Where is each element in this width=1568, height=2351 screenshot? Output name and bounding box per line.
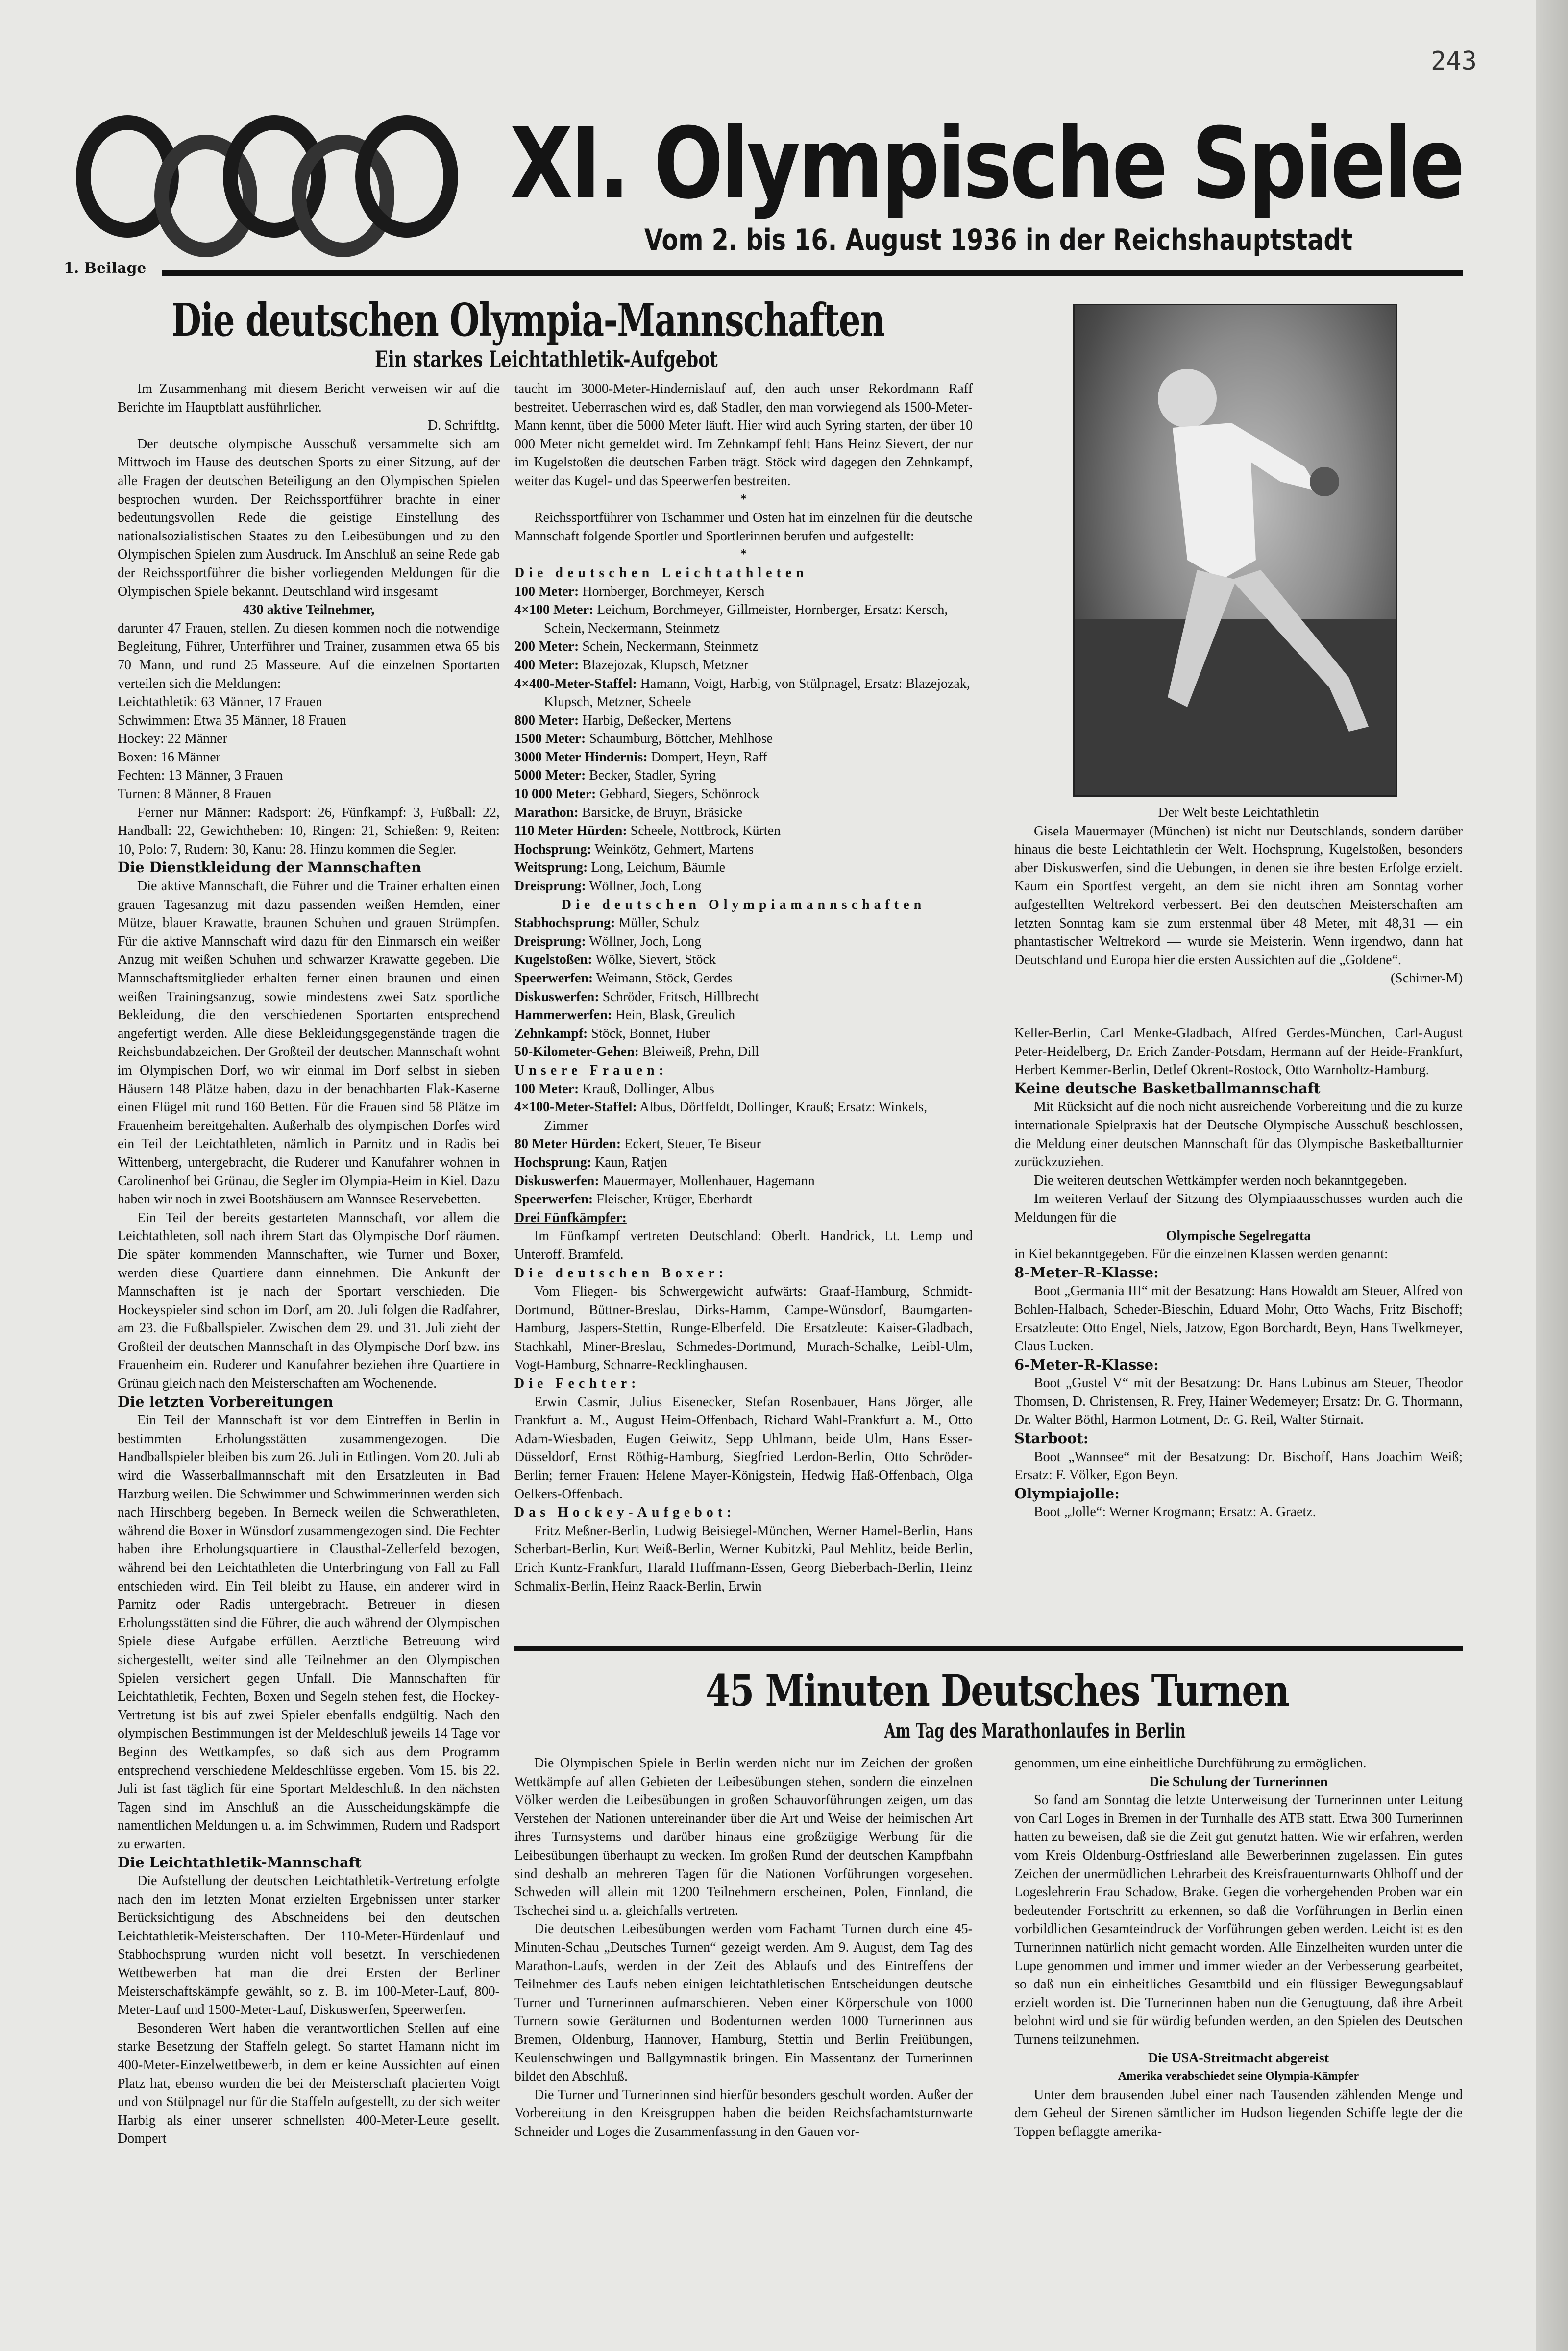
roster-line [514, 1043, 973, 1061]
article2-right-column [1014, 1754, 1463, 2254]
roster-event: Zehnkampf: [514, 1026, 588, 1041]
paragraph: taucht im 3000-Meter-Hindernislauf auf, den auch unser Rekordmann Raff bestreitet. Ueberraschen wird es, daß Stadler, den man vorwiegend als 1500-Meter-Mann kennt, über die 5000 Meter läuft. Hier wird auch Syring starten, der über 10 000 Meter nicht gemeldet wird. Im Zehnkampf fehlt Hans Heinz Sievert, der nur im Kugelstoßen die deutschen Farben trägt. Stöck wird dagegen den Zehnkampf, weiter das Kugel- und das Speerwerfen bestreiten. [514, 381, 973, 489]
roster-names: Schaumburg, Böttcher, Mehlhose [589, 731, 773, 747]
roster-line [514, 951, 973, 969]
paragraph: Die deutschen Leibesübungen werden vom Fachamt Turnen durch eine 45-Minuten-Schau „Deutsches Turnen“ gezeigt werden. Am 9. August, dem Tag des Marathon-Laufs, werden in der Zeit des Ablaufs und des Eintreffens der Teilnehmer des Laufs neben einigen leichtathletischen Entscheidungen deutsche Turner und Turnerinnen aufmarschieren. Neben einer Körperschule von 1000 Turnern sowie Geräturnen und Bodenturnen werden 1000 Turnerinnen aus Bremen, Oldenburg, Hannover, Hamburg, Stettin und Berlin Freiübungen, Keulenschwingen und Ballgymnastik bringen. Ein Massentanz der Turnerinnen bildet den Abschluß. [514, 1921, 973, 2084]
paragraph: Gisela Mauermayer (München) ist nicht nur Deutschlands, sondern darüber hinaus die beste Leichtathletin der Welt. Hochsprung, Kugelstoßen, besonders aber Diskuswerfen, sind die Uebungen, in denen sie ihre besten Erfolge erzielt. Kaum ein Sportfest vergeht, an dem sie nicht ihren am Sonntag vorher aufgestellten Weltrekord verbessert. Bei den deutschen Meisterschaften am letzten Sonntag kam sie zum erstenmal über 48 Meter, mit 48,31 — ein phantastischer Weltrekord — wurde sie Meisterin. Wenn irgendwo, dann hat Deutschland und Europa hier die ersten Aussichten auf die „Goldene“. [1014, 823, 1463, 968]
roster-names: Stöck, Bonnet, Huber [591, 1026, 710, 1041]
underlined-heading: Drei Fünfkämpfer: [514, 1210, 627, 1225]
roster-event: Hochsprung: [514, 1154, 592, 1170]
paragraph: Im weiteren Verlauf der Sitzung des Olympiaausschusses wurden auch die Meldungen für die [1014, 1191, 1463, 1225]
centered-heading: Olympische Segelregatta [1166, 1228, 1311, 1244]
section-heading: 8-Meter-R-Klasse: [1014, 1264, 1159, 1281]
roster-names: Scheele, Nottbrock, Kürten [630, 823, 781, 839]
paragraph: darunter 47 Frauen, stellen. Zu diesen kommen noch die notwendige Begleitung, Führer, Unterführer und Trainer, zusammen etwa 65 bis 70 Mann, und rund 25 Masseure. Auf die einzelnen Sportarten verteilen sich die Meldungen: [118, 620, 500, 691]
roster-line [514, 1080, 973, 1099]
roster-names: Schein, Neckermann, Steinmetz [582, 639, 759, 655]
roster-names: Wöllner, Joch, Long [589, 933, 702, 949]
paragraph: Vom Fliegen- bis Schwergewicht aufwärts: Graaf-Hamburg, Schmidt-Dortmund, Büttner-Breslau, Dirks-Hamm, Campe-Wünsdorf, Baumgarten-Hamburg, Jaspers-Stettin, Runge-Elberfeld. Die Ersatzleute: Kaiser-Gladbach, Stachkahl, Miner-Breslau, Schmedes-Dortmund, Murach-Schalke, Leibl-Ulm, Vogt-Hamburg, Schnarre-Recklinghausen. [514, 1284, 973, 1373]
roster-event: Speerwerfen: [514, 971, 593, 986]
roster-names: Hein, Blask, Greulich [615, 1007, 735, 1023]
roster-event: Dreisprung: [514, 879, 586, 894]
roster-line [514, 804, 973, 822]
roster-names: Wöllner, Joch, Long [589, 879, 702, 894]
article1-left-column [118, 380, 500, 2252]
paragraph: Fritz Meßner-Berlin, Ludwig Beisiegel-München, Werner Hamel-Berlin, Hans Scherbart-Berlin, Kurt Weiß-Berlin, Werner Kubitzki, Paul Mehlitz, beide Berlin, Erich Kuntz-Frankfurt, Harald Huffmann-Essen, Georg Bieberbach-Berlin, Heinz Schmalix-Berlin, Heinz Raack-Berlin, Erwin [514, 1523, 973, 1594]
roster-line [514, 914, 973, 932]
paragraph: Hockey: 22 Männer [118, 731, 227, 747]
photo-caption-title: Der Welt beste Leichtathletin [1158, 805, 1319, 820]
roster-names: Krauß, Dollinger, Albus [582, 1081, 714, 1097]
paragraph: Ein Teil der Mannschaft ist vor dem Eintreffen in Berlin in bestimmten Erholungsstätten zusammengezogen. Die Handballspieler bleiben bis zum 26. Juli in Ettlingen. Vom 20. Juli ab wird die Wasserballmannschaft mit den Ersatzleuten in Bad Harzburg weilen. Die Schwimmer und Schwimmerinnen werden sich nach Hirschberg begeben. In Berneck weilen die Schwerathleten, während die Boxer in Wünsdorf zusammengezogen sind. Die Fechter haben ihre Erholungsquartiere in Clausthal-Zellerfeld bezogen, während bei den Leichtathleten die Unterbringung von Fall zu Fall entschieden wird. Ein Teil bleibt zu Hause, ein anderer wird in Parnitz oder Radis untergebracht. Betreuer in diesen Erholungsstätten sind die Führer, die auch während der Olympischen Spiele diese Aufgabe erfüllen. Aerztliche Betreuung wird sichergestellt, weiter sind alle Teilnehmer an den Olympischen Spielen versichert gegen Unfall. Die Mannschaften für Leichtathletik, Fechten, Boxen und Segeln stehen fest, die Hockey-Vertretung ist bis auf zwei Spieler ebenfalls endgültig. Nach den olympischen Bestimmungen ist der Meldeschluß jeweils 14 Tage vor Beginn des Wettkampfes, so daß sich aus dem Programm entsprechend verschiedene Meldeschlüsse ergeben. Vom 15. bis 22. Juli ist fast täglich für eine Sportart Meldeschluß. In den nächsten Tagen sind im Anschluß an die Ausscheidungskämpfe die namentlichen Meldungen u. a. im Schwimmen, Rudern und Radsport zu erwarten. [118, 1413, 500, 1852]
roster-names: Dompert, Heyn, Raff [651, 749, 768, 765]
roster-event: Weitsprung: [514, 860, 588, 876]
article1-subheadline: Ein starkes Leichtathletik-Aufgebot [375, 346, 718, 372]
page-number: 243 [1431, 47, 1477, 76]
section-heading: Keine deutsche Basketballmannschaft [1014, 1079, 1321, 1097]
roster-event: 5000 Meter: [514, 768, 586, 784]
roster-event: 1500 Meter: [514, 731, 586, 747]
paragraph: Unter dem brausenden Jubel einer nach Tausenden zählenden Menge und dem Geheul der Sirenen sämtlicher im Hudson liegenden Schiffe legte der die Toppen beflaggte amerika- [1014, 2087, 1463, 2139]
photo-athlete-discus [1073, 304, 1397, 797]
paragraph: Reichssportführer von Tschammer und Osten hat im einzelnen für die deutsche Mannschaft folgende Sportler und Sportlerinnen berufen und aufgestellt: [514, 510, 973, 544]
paragraph: Besonderen Wert haben die verantwortlichen Stellen auf eine starke Besetzung der Staffeln gelegt. So startet Hamann nicht im 400-Meter-Einzelwettbewerb, in dem er keine Aussichten auf einen Platz hat, ebenso wurden die bei der Meisterschaft placierten Voigt und von Stülpnagel nur für die Staffeln aufgestellt, zu der sich weiter Harbig als einer unserer schnellsten 400-Meter-Leute gesellt. Dompert [118, 2020, 500, 2147]
spaced-heading: Die deutschen Boxer: [514, 1265, 728, 1281]
centered-heading: Die USA-Streitmacht abgereist [1148, 2050, 1329, 2066]
section-heading: Die letzten Vorbereitungen [118, 1393, 334, 1410]
roster-event: Hammerwerfen: [514, 1007, 612, 1023]
roster-line [514, 730, 973, 748]
roster-event: 4×100-Meter-Staffel: [514, 1100, 637, 1115]
paragraph: Leichtathletik: 63 Männer, 17 Frauen [118, 694, 322, 710]
spaced-heading: Unsere Frauen: [514, 1062, 668, 1078]
roster-event: 400 Meter: [514, 657, 579, 673]
athlete-silhouette [1075, 305, 1396, 795]
roster-names: Harbig, Deßecker, Mertens [582, 712, 731, 728]
roster-event: Dreisprung: [514, 933, 586, 949]
subheading: Amerika verabschiedet seine Olympia-Kämpfer [1118, 2070, 1359, 2083]
paragraph: Die Olympischen Spiele in Berlin werden nicht nur im Zeichen der großen Wettkämpfe auf allen Gebieten der Leibesübungen stehen, sondern die einzelnen Völker werden die Leibesübungen in großen Schauvorführungen zeigen, um das Verstehen der Nationen untereinander über die Art und Weise der heimischen Art ihres Turnsystems und darüber hinaus eine großzügige Werbung für die Leibesübungen überhaupt zu wecken. Im großen Rund der deutschen Kampfbahn sind deshalb an mehreren Tagen für die Nationen Vorführungen vorgesehen. Schweden will allein mit 1200 Teilnehmern erscheinen, Polen, Finnland, die Tschechei sind u. a. gleichfalls vertreten. [514, 1756, 973, 1918]
roster-names: Gebhard, Siegers, Schönrock [599, 786, 760, 802]
roster-names: Leichum, Borchmeyer, Gillmeister, Hornberger, Ersatz: Kersch, Schein, Neckermann, Steinmetz [544, 602, 948, 636]
roster-line [514, 583, 973, 601]
roster-names: Albus, Dörffeldt, Dollinger, Krauß; Ersatz: Winkels, Zimmer [544, 1100, 928, 1133]
spaced-heading: Die Fechter: [514, 1376, 640, 1392]
roster-event: 4×400-Meter-Staffel: [514, 676, 637, 691]
roster-names: Blazejozak, Klupsch, Metzner [582, 657, 749, 673]
roster-event: 200 Meter: [514, 639, 579, 655]
roster-names: Kaun, Ratjen [595, 1154, 667, 1170]
paragraph: Boot „Wannsee“ mit der Besatzung: Dr. Bischoff, Hans Joachim Weiß; Ersatz: F. Völker, Egon Beyn. [1014, 1449, 1463, 1483]
roster-line [514, 988, 973, 1006]
paragraph: Turnen: 8 Männer, 8 Frauen [118, 786, 272, 802]
separator-asterisk: * [740, 491, 747, 507]
paragraph: Ferner nur Männer: Radsport: 26, Fünfkampf: 3, Fußball: 22, Handball: 22, Gewichtheben: 10, Ringen: 21, Schießen: 9, Reiten: 10, Polo: 7, Rudern: 30, Kanu: 28. Hinzu kommen die Segler. [118, 805, 500, 857]
roster-names: Barsicke, de Bruyn, Bräsicke [582, 805, 743, 820]
roster-line [514, 1153, 973, 1172]
roster-line [514, 766, 973, 785]
roster-line [514, 969, 973, 988]
roster-event: 800 Meter: [514, 712, 579, 728]
article-divider [514, 1646, 1463, 1651]
roster-event: 3000 Meter Hindernis: [514, 749, 648, 765]
paragraph: Boxen: 16 Männer [118, 749, 220, 765]
roster-line [514, 1025, 973, 1043]
roster-names: Müller, Schulz [618, 915, 700, 931]
roster-line [514, 601, 973, 637]
section-heading: Die Leichtathletik-Mannschaft [118, 1854, 362, 1871]
roster-names: Fleischer, Krüger, Eberhardt [596, 1192, 753, 1207]
roster-line [514, 858, 973, 877]
centered-heading: 430 aktive Teilnehmer, [243, 602, 375, 618]
roster-names: Bleiweiß, Prehn, Dill [642, 1044, 759, 1060]
roster-names: Mauermayer, Mollenhauer, Hagemann [602, 1173, 815, 1189]
roster-names: Schröder, Fritsch, Hillbrecht [602, 989, 759, 1004]
byline: (Schirner-M) [1390, 971, 1463, 986]
paragraph: Im Fünfkampf vertreten Deutschland: Oberlt. Handrick, Lt. Lemp und Unteroff. Bramfeld. [514, 1228, 973, 1262]
masthead-title: XI. Olympische Spiele [510, 107, 1463, 221]
roster-names: Long, Leichum, Bäumle [591, 860, 726, 876]
article1-right-column [1014, 1024, 1463, 1637]
roster-event: Diskuswerfen: [514, 989, 599, 1004]
paragraph: Schwimmen: Etwa 35 Männer, 18 Frauen [118, 712, 347, 728]
paragraph: Die weiteren deutschen Wettkämpfer werden noch bekanntgegeben. [1034, 1173, 1407, 1188]
roster-names: Weinkötz, Gehmert, Martens [594, 841, 754, 857]
roster-line [514, 932, 973, 951]
roster-event: 110 Meter Hürden: [514, 823, 627, 839]
roster-names: Hamann, Voigt, Harbig, von Stülpnagel, Ersatz: Blazejozak, Klupsch, Metzner, Scheele [544, 676, 970, 710]
roster-line [514, 1098, 973, 1135]
roster-names: Becker, Stadler, Syring [589, 768, 716, 784]
paragraph: So fand am Sonntag die letzte Unterweisung der Turnerinnen unter Leitung von Carl Loges in Bremen in der Turnhalle des ATB statt. Etwa 300 Turnerinnen hatten zu beweisen, daß sie die Zeit gut genutzt hatten. Wie wir erfahren, werden vom Kreis Oldenburg-Ostfriesland alle Bewerberinnen zugelassen. Ein gutes Zeichen der unermüdlichen Lehrarbeit des Kreisfrauenturnwarts Ohlhoff und der Logeslehrerin Frau Schadow, Brake. Gegen die vorhergehenden Proben war ein bedeutender Fortschritt zu erkennen, so daß die Vorführungen in Berlin einen vorbildlichen Gesamteindruck der Vorführungen geben werden. Leicht ist es den Turnerinnen natürlich nicht gemacht worden. Alle Einzelheiten wurden unter die Lupe genommen und immer und immer wieder an der Verbesserung gearbeitet, so daß nun ein einheitliches Gesamtbild und ein flüssiger Bewegungsablauf erzielt worden ist. Die Turnerinnen haben nun die Genugtuung, daß ihre Arbeit belohnt wird und sie für würdig befunden werden, an den Spielen des Deutschen Turnens teilzunehmen. [1014, 1792, 1463, 2047]
roster-line [514, 1006, 973, 1025]
roster-event: Speerwerfen: [514, 1192, 593, 1207]
photo-caption-body [1014, 822, 1463, 988]
roster-event: 100 Meter: [514, 584, 579, 599]
roster-line [514, 656, 973, 675]
roster-line [514, 1190, 973, 1209]
roster-line [514, 637, 973, 656]
roster-event: 4×100 Meter: [514, 602, 594, 618]
masthead-rule [162, 270, 1463, 276]
roster-event: Diskuswerfen: [514, 1173, 599, 1189]
roster-line [514, 1135, 973, 1153]
section-heading: Die Dienstkleidung der Mannschaften [118, 859, 421, 876]
byline: D. Schriftltg. [428, 418, 500, 434]
article2-headline: 45 Minuten Deutsches Turnen [706, 1665, 1289, 1716]
roster-line [514, 1172, 973, 1191]
photo-caption [1014, 804, 1463, 1004]
roster-event: 100 Meter: [514, 1081, 579, 1097]
section-heading: 6-Meter-R-Klasse: [1014, 1356, 1159, 1373]
paragraph: Im Zusammenhang mit diesem Bericht verweisen wir auf die Berichte im Hauptblatt ausführlicher. [118, 381, 500, 415]
section-heading: Olympiajolle: [1014, 1485, 1120, 1502]
ring-5 [363, 122, 451, 230]
roster-line [514, 785, 973, 804]
spaced-heading: Das Hockey-Aufgebot: [514, 1505, 736, 1520]
separator-asterisk: * [740, 547, 747, 563]
roster-event: 50-Kilometer-Gehen: [514, 1044, 639, 1060]
paragraph: Boot „Germania III“ mit der Besatzung: Hans Howaldt am Steuer, Alfred von Bohlen-Halbach, Scheder-Bieschin, Eduard Mohr, Otto Wachs, Fritz Bischoff; Ersatzleute: Otto Engel, Niels, Jatzow, Egon Borchardt, Beyn, Hans Twelkmeyer, Claus Lucken. [1014, 1283, 1463, 1354]
roster-line [514, 840, 973, 859]
supplement-label: 1. Beilage [64, 260, 147, 277]
masthead-subtitle: Vom 2. bis 16. August 1936 in der Reichshauptstadt [644, 223, 1353, 257]
roster-line [514, 877, 973, 896]
article1-headline: Die deutschen Olympia-Mannschaften [172, 294, 884, 346]
paragraph: in Kiel bekanntgegeben. Für die einzelnen Klassen werden genannt: [1014, 1247, 1388, 1262]
roster-event: Marathon: [514, 805, 579, 820]
paragraph: Der deutsche olympische Ausschuß versammelte sich am Mittwoch im Hause des deutschen Sports zu einer Sitzung, auf der alle Fragen der deutschen Beteiligung an den Olympischen Spielen besprochen wurden. Der Reichssportführer brachte in einer bedeutungsvollen Rede die geistige Einstellung des nationalsozialistischen Staates zu den Leibesübungen und zu den Olympischen Spielen zum Ausdruck. Im Anschluß an seine Rede gab der Reichssportführer die bisher vorliegenden Meldungen für die Olympischen Spiele bekannt. Deutschland wird insgesamt [118, 436, 500, 599]
page-edge [1536, 0, 1568, 2351]
paragraph: Fechten: 13 Männer, 3 Frauen [118, 768, 283, 784]
paragraph: Ein Teil der bereits gestarteten Mannschaft, vor allem die Leichtathleten, soll nach ihrem Start das Olympische Dorf räumen. Die später kommenden Mannschaften, wie Turner und Boxer, werden diese Quartiere dann einnehmen. Die Ankunft der Mannschaften ist je nach der Sportart verschieden. Die Hockeyspieler sind schon im Dorf, am 20. Juli folgen die Radfahrer, am 23. die Fußballspieler. Zwischen dem 29. und 31. Juli zieht der Großteil der deutschen Mannschaft in das Olympische Dorf bzw. ins Frauenheim ein. Ruderer und Kanufahrer beziehen ihre Quartiere in Grünau gleich nach den Meisterschaften am Wochenende. [118, 1210, 500, 1392]
roster-event: 80 Meter Hürden: [514, 1136, 621, 1152]
spaced-heading: Die deutschen Olympiamannschaften [561, 897, 926, 912]
spaced-heading: Die deutschen Leichtathleten [514, 565, 808, 581]
roster-line [514, 711, 973, 730]
roster-event: Hochsprung: [514, 841, 592, 857]
roster-event: Stabhochsprung: [514, 915, 615, 931]
paragraph: Die Turner und Turnerinnen sind hierfür besonders geschult worden. Außer der Vorbereitung in den Kreisgruppen haben die beiden Reichsfachamtsturnwarte Schneider und Loges die Zusammenfassung in den Gauen vor- [514, 2087, 973, 2139]
paragraph: Keller-Berlin, Carl Menke-Gladbach, Alfred Gerdes-München, Carl-August Peter-Heidelberg, Dr. Erich Zander-Potsdam, Hermann auf der Heide-Frankfurt, Herbert Kemmer-Berlin, Detlef Okrent-Rostock, Otto Warnholtz-Hamburg. [1014, 1026, 1463, 1078]
article2-subheadline: Am Tag des Marathonlaufes in Berlin [884, 1719, 1186, 1742]
roster-names: Wölke, Sievert, Stöck [595, 952, 716, 968]
article2-middle-column [514, 1754, 973, 2254]
section-heading: Starboot: [1014, 1430, 1089, 1447]
roster-names: Eckert, Steuer, Te Biseur [624, 1136, 761, 1152]
roster-event: Kugelstoßen: [514, 952, 592, 968]
paragraph: Erwin Casmir, Julius Eisenecker, Stefan Rosenbauer, Hans Jörger, alle Frankfurt a. M., August Heim-Offenbach, Richard Wahl-Frankfurt a. M., Otto Adam-Wiesbaden, Eugen Geiwitz, Sepp Uhlmann, beide Ulm, Hans Esser-Düsseldorf, Ernst Röthig-Hamburg, Siegfried Lerdon-Berlin, Otto Schröder-Berlin; ferner Frauen: Helene Mayer-Königstein, Hedwig Haß-Offenbach, Olga Oelkers-Offenbach. [514, 1394, 973, 1502]
roster-line [514, 748, 973, 767]
article1-middle-column [514, 380, 973, 1595]
roster-line [514, 675, 973, 711]
paragraph: Mit Rücksicht auf die noch nicht ausreichende Vorbereitung und die zu kurze internationale Spielpraxis hat der Deutsche Olympische Ausschuß beschlossen, die Meldung einer deutschen Mannschaft für das Olympische Basketballturnier zurückzuziehen. [1014, 1099, 1463, 1170]
paragraph: Die aktive Mannschaft, die Führer und die Trainer erhalten einen grauen Tagesanzug mit dazu passenden weißen Hemden, einer Mütze, blauer Krawatte, braunen Schuhen und grauen Strümpfen. Für die aktive Mannschaft wird dazu für den Einmarsch ein weißer Anzug mit weißen Schuhen und schwarzer Krawatte gegeben. Die Mannschaftsmitglieder erhalten ferner einen braunen und einen weißen Trainingsanzug, sowie mindestens zwei Satz sportliche Bekleidung, die den verschiedenen Sportarten entsprechend angefertigt werden. Alle diese Bekleidungsgegenstände tragen die Reichsbundabzeichen. Der Großteil der deutschen Mannschaft wohnt im Olympischen Dorf, wo wir einmal im Dorf selbst in sieben Häusern 148 Plätze haben, dazu in der benachbarten Flak-Kaserne einen Flügel mit rund 160 Betten. Für die Frauen sind 58 Plätze im Frauenheim bereitgehalten. Außerhalb des olympischen Dorfes wird ein Teil der Leichtathleten, nämlich in Parnitz und in Radis bei Wittenberg, untergebracht, die Ruderer und Kanufahrer wohnen in Carolinenhof bei Grünau, die Segler im Olympia-Heim in Kiel. Dazu haben wir noch in zwei Bootshäusern am Wannsee Reservebetten. [118, 879, 500, 1207]
roster-line [514, 822, 973, 840]
centered-heading: Die Schulung der Turnerinnen [1149, 1774, 1328, 1789]
paragraph: Die Aufstellung der deutschen Leichtathletik-Vertretung erfolgte nach den im letzten Monat erzielten Ergebnissen unter starker Berücksichtigung des Abschneidens bei den deutschen Leichtathletik-Meisterschaften. Der 110-Meter-Hürdenlauf und Stabhochsprung wurden nicht voll besetzt. In verschiedenen Wettbewerben hat man die drei Ersten der Berliner Meisterschaftskämpfe gewählt, so z. B. im 100-Meter-Lauf, 800-Meter-Lauf und 1500-Meter-Lauf, Diskuswerfen, Speerwerfen. [118, 1873, 500, 2018]
roster-event: 10 000 Meter: [514, 786, 596, 802]
paragraph: Boot „Jolle“: Werner Krogmann; Ersatz: A. Graetz. [1034, 1504, 1316, 1520]
paragraph: genommen, um eine einheitliche Durchführung zu ermöglichen. [1014, 1756, 1367, 1771]
paragraph: Boot „Gustel V“ mit der Besatzung: Dr. Hans Lubinus am Steuer, Theodor Thomsen, D. Christensen, R. Frey, Hainer Wedemeyer; Ersatz: Dr. G. Thormann, Dr. Walter Böthl, Harmon Lotment, Dr. G. Reil, Walter Stirnait. [1014, 1375, 1463, 1428]
roster-names: Hornberger, Borchmeyer, Kersch [582, 584, 765, 599]
roster-names: Weimann, Stöck, Gerdes [596, 971, 733, 986]
olympic-rings-logo [74, 113, 461, 260]
